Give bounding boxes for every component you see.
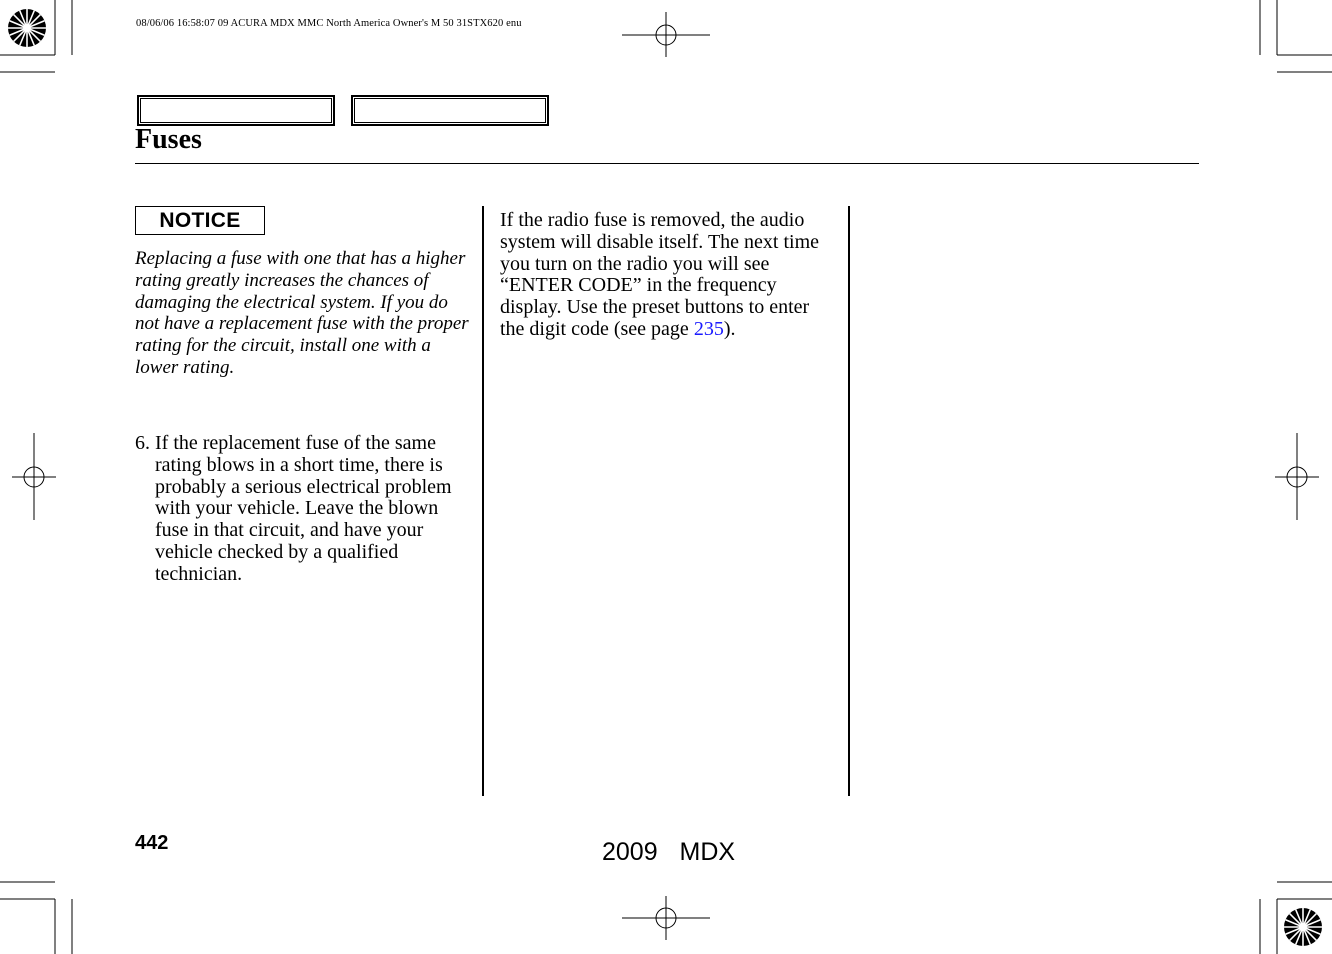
title-divider	[135, 163, 1199, 164]
radio-note-end: ).	[723, 317, 736, 340]
crosshair-right-mark	[1275, 433, 1319, 520]
starburst-top-left-mark	[8, 9, 46, 47]
crosshair-left-mark	[12, 433, 56, 520]
page-235-link[interactable]: 235	[693, 317, 724, 340]
column-divider-left	[482, 206, 484, 796]
notice-badge: NOTICE	[135, 206, 265, 235]
radio-note-text: If the radio fuse is removed, the audio system will disable itself. The next time you turn on the radio you will see “ENTER CODE” in the frequency display. Use the preset buttons to enter the digit code (see page	[500, 209, 820, 340]
radio-fuse-note	[500, 210, 830, 341]
notice-text: Replacing a fuse with one that has a higher rating greatly increases the chances of damaging the electrical system. If you do not have a replacement fuse with the proper rating for the circuit, install one with a lower rating.	[135, 248, 469, 378]
step-6	[135, 433, 475, 586]
step-number: 6.	[135, 432, 150, 454]
starburst-bottom-right-mark	[1284, 908, 1322, 946]
crosshair-bottom-mark	[622, 896, 710, 940]
crosshair-top-mark	[622, 12, 710, 57]
nav-button-index[interactable]	[351, 95, 549, 126]
nav-button-main-menu[interactable]	[137, 95, 335, 126]
step-text: If the replacement fuse of the same rating blows in a short time, there is probably a serious electrical problem with your vehicle. Leave the blown fuse in that circuit, and have your vehicle checked by a qualified technician.	[155, 432, 452, 585]
page-number: 442	[135, 832, 169, 854]
page-title: Fuses	[135, 124, 202, 155]
print-metadata: 08/06/06 16:58:07 09 ACURA MDX MMC North America Owner's M 50 31STX620 enu	[136, 18, 522, 29]
column-divider-right	[848, 206, 850, 796]
model-name: 2009 MDX	[602, 838, 736, 866]
